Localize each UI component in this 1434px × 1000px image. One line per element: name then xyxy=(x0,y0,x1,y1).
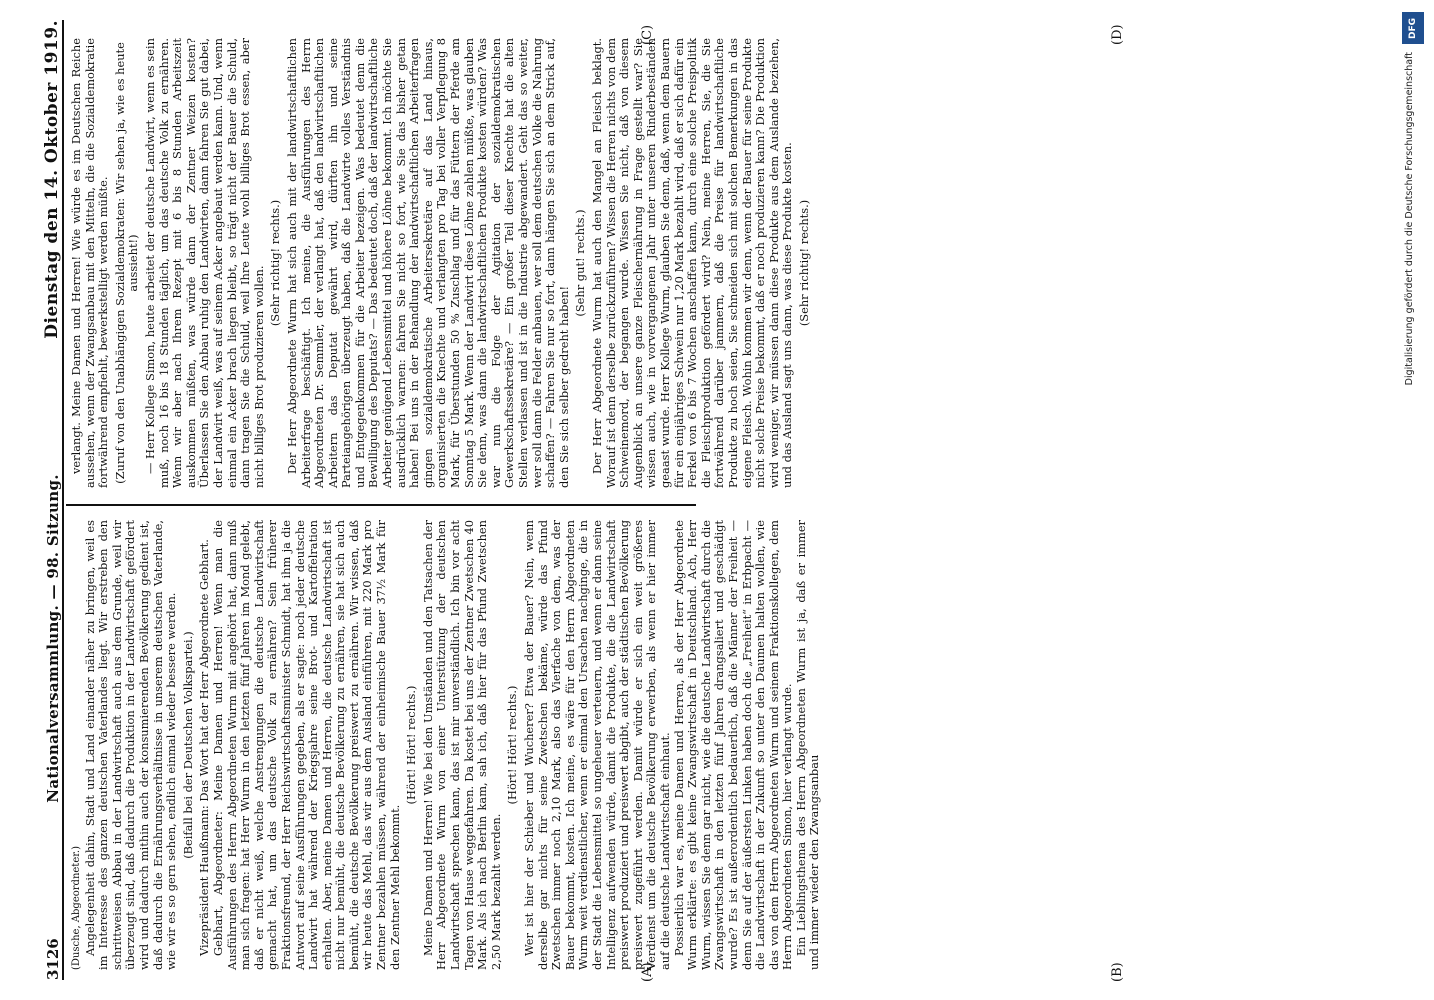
interjection: (Hört! Hört! rechts.) xyxy=(404,685,419,805)
right-column xyxy=(69,38,811,488)
margin-marker-a: (A) xyxy=(640,962,655,982)
dfg-logo: DFG xyxy=(1402,12,1424,44)
page-number: 3126 xyxy=(44,938,62,980)
paragraph: Der Herr Abgeordnete Wurm hat sich auch mit der landwirtschaftlichen Arbeiterfrage beschäftigt. Ich meine, die Ausführungen des Herrn Abgeordneten Dr. Semmler, der verlangt hat, daß den landwirtschaftlichen Arbeitern das Deputat gewährt wird, dürften ihn und seine Parteiangehörigen überzeugt haben, daß die Landwirte volles Verständnis und Entgegenkommen für die Arbeiter bezeigen. Was bedeutet denn die Bewilligung des Deputats? — Das bedeutet doch, daß der landwirtschaftliche Arbeiter genügend Lebensmittel und höhere Löhne bekommt. Ich möchte Sie ausdrücklich warnen: fahren Sie nicht so fort, wie Sie das bisher getan haben! Bei uns in der Behandlung der landwirtschaftlichen Arbeiterfragen gingen sozialdemokratische Arbeitersekretäre auf das Land hinaus, organisierten die Knechte und verlangten pro Tag bei voller Verpflegung 8 Mark, für Überstunden 50 % Zuschlag und für das Füttern der Pferde am Sonntag 5 Mark. Wenn der Landwirt diese Löhne zahlen müßte, was glauben Sie denn, was dann die landwirtschaftlichen Produkte kosten würden? Was war nun die Folge der Agitation der sozialdemokratischen Gewerkschaftssekretäre? — Ein großer Teil dieser Knechte hat die alten Stellen verlassen und ist in die Industrie abgewandert. Geht das so weiter, wer soll dann die Felder anbauen, wer soll dem deutschen Volke die Nahrung schaffen? — Fahren Sie nur so fort, dann hängen Sie sich an dem Strick auf, den Sie sich selber gedreht haben! xyxy=(284,38,571,488)
margin-marker-c: (C) xyxy=(640,24,655,45)
paragraph: Vizepräsident Haußmann: Das Wort hat der Herr Abgeordnete Gebhart. xyxy=(197,539,212,956)
dfg-credit: Digitalisierung gefördert durch die Deutsche Forschungsgemeinschaft xyxy=(1404,52,1415,386)
left-column xyxy=(70,520,822,970)
interjection: (Sehr gut! rechts.) xyxy=(573,209,588,317)
paragraph: Gebhart, Abgeordneter: Meine Damen und Herren! Wenn man die Ausführungen des Herrn Abgeordneten Wurm mit angehört hat, dann muß man sich fragen: hat Herr Wurm in den letzten fünf Jahren im Mond gelebt, daß er nicht weiß, welche Anstrengungen die deutsche Landwirtschaft gemacht hat, um das deutsche Volk zu ernähren? Sein früherer Fraktionsfreund, der Herr Reichswirtschaftsminister Schmidt, hat ihm ja die Antwort auf seine Ausführungen gegeben, als er sagte: noch jeder deutsche Landwirt hat während der Kriegsjahre seine Brot- und Kartoffelration erhalten. Aber, meine Damen und Herren, die deutsche Landwirtschaft ist nicht nur bemüht, die deutsche Bevölkerung zu ernähren, sie hat sich auch bemüht, die deutsche Bevölkerung preiswert zu ernähren. Wir wissen, daß wir heute das Mehl, das wir aus dem Ausland einführen, mit 220 Mark pro Zentner bezahlen müssen, während der einheimische Bauer 37½ Mark für den Zentner Mehl bekommt. xyxy=(210,520,402,970)
session-date: Dienstag den 14. Oktober 1919. xyxy=(42,20,62,339)
paragraph: Meine Damen und Herren! Wie bei den Umständen und den Tatsachen der Herr Abgeordnete Wurm von einer Unterstützung der deutschen Landwirtschaft sprechen kann, das ist mir unverständlich. Ich bin vor acht Tagen von Hause weggefahren. Da kostet bei uns der Zentner Zwetschen 40 Mark. Als ich nach Berlin kam, sah ich, daß hier für das Pfund Zwetschen 2,50 Mark bezahlt werden. xyxy=(420,520,503,970)
paragraph: Der Herr Abgeordnete Wurm hat auch den Mangel an Fleisch beklagt. Worauf ist denn derselbe zurückzuführen? Wissen die Herren nichts von dem Schweinemord, der begangen wurde. Wissen Sie nicht, daß von diesem Augenblick an unsere ganze Fleischernährung in Frage gestellt war? Sie wissen auch, wie in vorvergangenen Jahr unter unseren Rinderbeständen geaast wurde. Herr Kollege Wurm, glauben Sie denn, daß, wenn dem Bauern für ein einjähriges Schwein nur 1,20 Mark bezahlt wird, daß er sich dafür ein Ferkel von 6 bis 7 Wochen anschaffen kann, durch eine solche Preispolitik die Fleischproduktion gefördert wird? Nein, meine Herren, Sie, die Sie fortwährend darüber jammern, daß die Preise für landwirtschaftliche Produkte zu hoch seien, Sie schneiden sich mit solchen Bemerkungen in das eigene Fleisch. Wohin kommen wir denn, wenn der Bauer für seine Produkte nicht solche Preise bekommt, daß er noch produzieren kann? Die Produktion wird weniger, wir müssen dann diese Produkte aus dem Auslande beziehen, und das Ausland sagt uns dann, was diese Produkte kosten. xyxy=(589,38,795,488)
column-divider xyxy=(66,505,696,507)
digitization-stamp xyxy=(1394,8,1434,998)
interjection: (Sehr richtig! rechts.) xyxy=(268,199,283,327)
margin-marker-d: (D) xyxy=(1110,24,1125,45)
interjection: (Hört! Hört! rechts.) xyxy=(505,685,520,805)
paragraph: Ein Lieblingsthema des Herrn Abgeordneten Wurm ist ja, daß er immer und immer wieder den Zwangsanbau xyxy=(793,520,822,970)
margin-marker-b: (B) xyxy=(1110,962,1125,982)
running-title: Nationalversammlung. — 98. Sitzung. xyxy=(44,474,62,803)
speaker-continuation: (Dusche, Abgeordneter.) xyxy=(71,845,82,970)
paragraph: — Herr Kollege Simon, heute arbeitet der deutsche Landwirt, wenn es sein muß, noch 16 bis 18 Stunden täglich, um das deutsche Volk zu ernähren. Wenn wir aber nach Ihrem Rezept mit 6 bis 8 Stunden Arbeitszeit auskommen müßten, was würde dann der Zentner Weizen kosten? Überlassen Sie den Anbau ruhig den Landwirten, dann fahren Sie gut dabei, der Landwirt weiß, was auf seinem Acker angebaut werden kann. Und, wenn einmal ein Acker brach liegen bleibt, so trägt nicht der Bauer die Schuld, dann tragen Sie die Schuld, weil Ihre Leute wohl billiges Brot essen, aber nicht billiges Brot produzieren wollen. xyxy=(142,38,266,488)
paragraph: Angelegenheit dahin, Stadt und Land einander näher zu bringen, weil es im Interesse des ganzen deutschen Vaterlandes liegt. Wir erstreben den schrittweisen Abbau in der Landwirtschaft auch aus dem Grunde, weil wir überzeugt sind, daß dadurch die Produktion in der Landwirtschaft gefördert wird und dadurch mithin auch der konsumierenden Bevölkerung gedient ist, daß dadurch die Ernährungsverhältnisse in unserem deutschen Vaterlande, wie wir es so gern sehen, endlich einmal wieder bessere werden. xyxy=(82,520,179,970)
paragraph: Possierlich war es, meine Damen und Herren, als der Herr Abgeordnete Wurm erklärte: es gibt keine Zwangswirtschaft in Deutschland. Ach, Herr Wurm, wissen Sie denn gar nicht, wie die deutsche Landwirtschaft durch die Zwangswirtschaft in den letzten fünf Jahren drangsaliert und geschädigt wurde? Es ist außerordentlich bedauerlich, daß die Männer der Freiheit — denn Sie auf der äußersten Linken haben doch die „Freiheit“ in Erbpacht — die Landwirtschaft in der Zukunft so unter den Daumen halten wollen, wie das von dem Herrn Abgeordneten Wurm und seinem Fraktionskollegen, dem Herrn Abgeordneten Simon, hier verlangt wurde. xyxy=(671,520,795,970)
document-page xyxy=(20,20,1360,980)
interjection: (Beifall bei der Deutschen Volkspartei.) xyxy=(180,631,195,859)
paragraph: verlangt. Meine Damen und Herren! Wie würde es im Deutschen Reiche aussehen, wenn der Zwangsanbau mit den Mitteln, die die Sozialdemokratie fortwährend empfiehlt, bewerkstelligt werden müßte. xyxy=(69,38,111,488)
interjection: (Sehr richtig! rechts.) xyxy=(796,199,811,327)
page-header xyxy=(20,20,64,980)
interjection: (Zuruf von den Unabhängigen Sozialdemokraten: Wir sehen ja, wie es heute aussieht!) xyxy=(112,42,141,484)
paragraph: Wer ist hier der Schieber und Wucherer? Etwa der Bauer? Nein, wenn derselbe gar nichts für seine Zwetschen bekäme, würde das Pfund Zwetschen immer noch 2,10 Mark, also das Vierfache von dem, was der Bauer bekommt, kosten. Ich meine, es wäre für den Herrn Abgeordneten Wurm weit verdienstlicher, wenn er einmal den Ursachen nachginge, die in der Stadt die Lebensmittel so ungeheuer verteuern, und wenn er dann seine Intelligenz aufwenden würde, damit die Produkte, die die Landwirtschaft preiswert produziert und preiswert abgibt, auch der städtischen Bevölkerung preiswert zugeführt werden. Damit würde er sich ein weit größeres Verdienst um die deutsche Bevölkerung erwerben, als wenn er hier immer auf die deutsche Landwirtschaft einhaut. xyxy=(522,520,672,970)
